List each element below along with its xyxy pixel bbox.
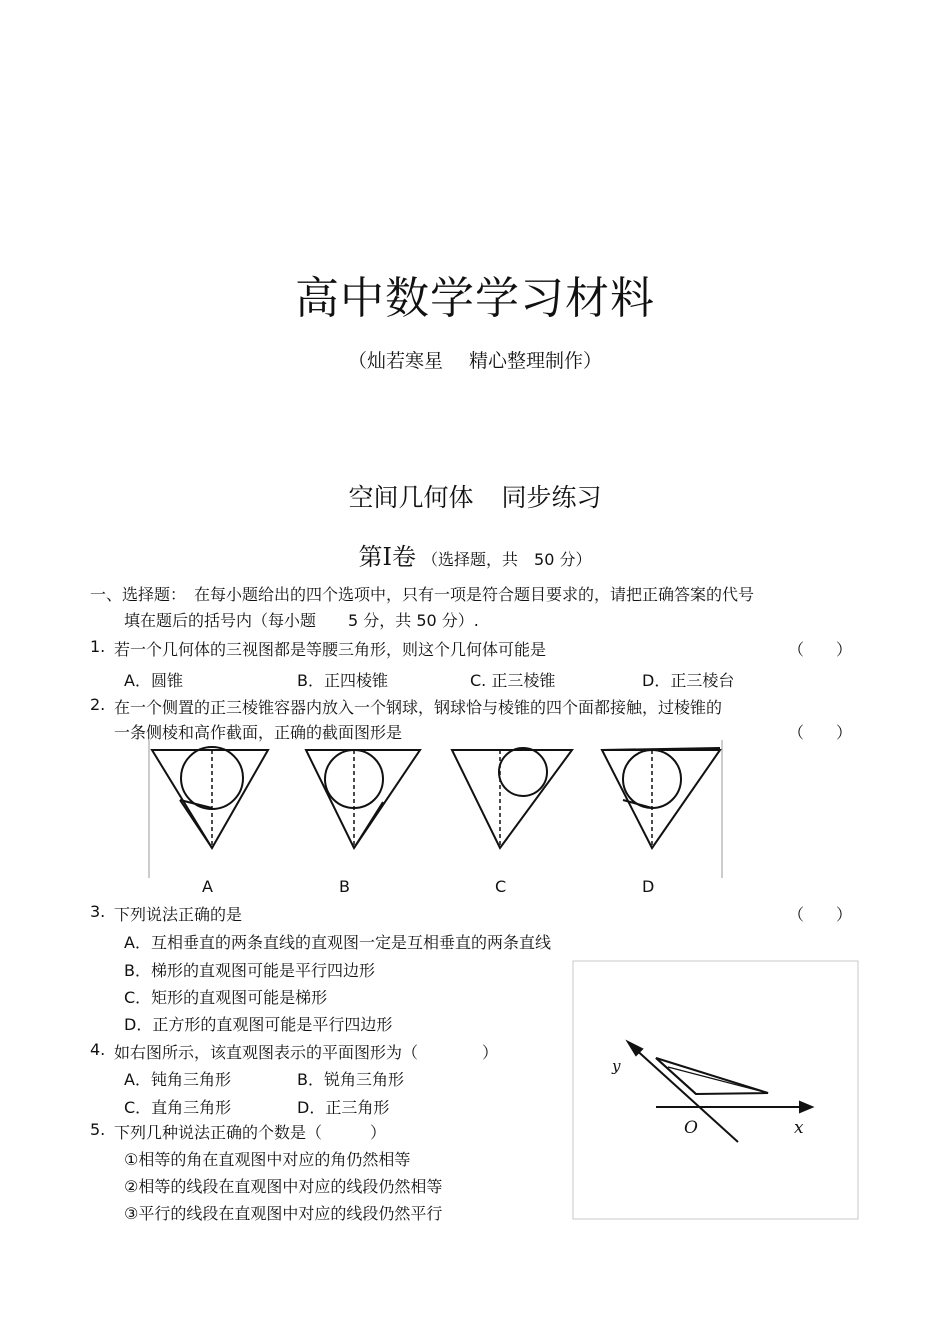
instructions-line1: 一、选择题： 在每小题给出的四个选项中，只有一项是符合题目要求的，请把正确答案的代号 bbox=[90, 585, 755, 604]
question-3-option-b: B．梯形的直观图可能是平行四边形 bbox=[124, 961, 375, 980]
question-1-option-b: B．正四棱锥 bbox=[297, 671, 388, 690]
question-5-stem: 下列几种说法正确的个数是（ ） bbox=[114, 1123, 387, 1142]
question-1-option-a: A．圆锥 bbox=[124, 671, 183, 690]
question-5-statement-1: ①相等的角在直观图中对应的角仍然相等 bbox=[124, 1150, 411, 1169]
section-title-left: 空间几何体 bbox=[348, 483, 474, 512]
question-2-number: 2. bbox=[90, 695, 106, 714]
question-1-option-c: C. 正三棱锥 bbox=[470, 671, 556, 690]
question-3-option-a: A．互相垂直的两条直线的直观图一定是互相垂直的两条直线 bbox=[124, 933, 551, 952]
subtitle-right: 精心整理制作） bbox=[469, 350, 603, 372]
axis-label-origin: O bbox=[684, 1118, 698, 1138]
figure-label-a: A bbox=[202, 877, 213, 896]
subtitle-left: （灿若寒星 bbox=[347, 350, 443, 372]
part-note: （选择题，共 50 分） bbox=[422, 550, 592, 569]
question-3-answer-blank: （ ） bbox=[788, 905, 853, 924]
axis-label-y: y bbox=[612, 1057, 621, 1075]
question-4-option-d: D．正三角形 bbox=[297, 1098, 390, 1117]
instructions-line2: 填在题后的括号内（每小题 5 分，共 50 分）. bbox=[124, 611, 479, 630]
question-3-stem: 下列说法正确的是 bbox=[114, 905, 243, 924]
question-3-option-c: C．矩形的直观图可能是梯形 bbox=[124, 988, 328, 1007]
question-4-stem: 如右图所示，该直观图表示的平面图形为（ ） bbox=[114, 1043, 499, 1062]
question-4-option-c: C．直角三角形 bbox=[124, 1098, 232, 1117]
question-2-stem-line1: 在一个侧置的正三棱锥容器内放入一个钢球，钢球恰与棱锥的四个面都接触，过棱锥的 bbox=[114, 698, 723, 717]
section-title-right: 同步练习 bbox=[501, 483, 602, 512]
figure-option-a bbox=[149, 740, 268, 878]
question-2-answer-blank: （ ） bbox=[788, 723, 853, 742]
question-5-number: 5. bbox=[90, 1120, 106, 1139]
question-4-option-a: A．钝角三角形 bbox=[124, 1070, 231, 1089]
figure-label-b: B bbox=[339, 877, 350, 896]
figure-label-d: D bbox=[642, 877, 655, 896]
question-3-option-d: D．正方形的直观图可能是平行四边形 bbox=[124, 1015, 393, 1034]
part-label: 第Ⅰ卷 bbox=[358, 543, 417, 571]
question-1-number: 1. bbox=[90, 637, 106, 656]
x-axis-arrow-icon bbox=[800, 1102, 812, 1112]
question-4-option-b: B．锐角三角形 bbox=[297, 1070, 404, 1089]
question-4-figure bbox=[572, 960, 860, 1222]
part-heading bbox=[0, 537, 950, 572]
figure-label-c: C bbox=[495, 877, 507, 896]
page-subtitle bbox=[0, 346, 950, 373]
page-title: 高中数学学习材料 bbox=[295, 273, 655, 324]
question-2-stem-line2: 一条侧棱和高作截面，正确的截面图形是 bbox=[114, 723, 403, 742]
figure-option-d bbox=[602, 740, 722, 878]
question-5-statement-3: ③平行的线段在直观图中对应的线段仍然平行 bbox=[124, 1204, 443, 1223]
question-1-answer-blank: （ ） bbox=[788, 640, 853, 659]
figure-option-c bbox=[452, 748, 572, 848]
question-1-stem: 若一个几何体的三视图都是等腰三角形，则这个几何体可能是 bbox=[114, 640, 547, 659]
question-1-option-d: D．正三棱台 bbox=[642, 671, 735, 690]
question-2-figure bbox=[140, 740, 740, 880]
question-4-number: 4. bbox=[90, 1040, 106, 1059]
section-title bbox=[0, 478, 950, 514]
question-3-number: 3. bbox=[90, 902, 106, 921]
axis-label-x: x bbox=[794, 1118, 804, 1138]
question-5-statement-2: ②相等的线段在直观图中对应的线段仍然相等 bbox=[124, 1177, 443, 1196]
figure-option-b bbox=[306, 750, 420, 848]
